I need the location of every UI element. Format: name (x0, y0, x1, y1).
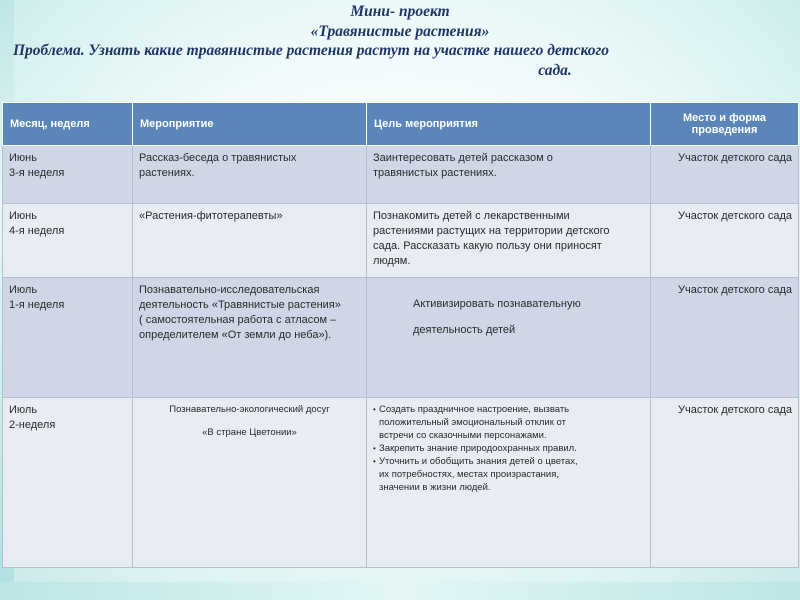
goal-list (373, 403, 644, 494)
header-place (651, 103, 799, 146)
goal-text: растениями растущих на территории детского (373, 225, 610, 237)
event-text: ( самостоятельная работа с атласом – (139, 314, 337, 326)
project-plan-table (2, 102, 799, 568)
event-text: Познавательно-исследовательская (139, 284, 320, 296)
header-event: Мероприятие (133, 103, 367, 146)
title-line-1: Мини- проект (350, 3, 450, 20)
header-goal: Цель мероприятия (367, 103, 651, 146)
event-text: определителем «От земли до неба»). (139, 329, 332, 341)
month-name: Июнь (9, 152, 37, 164)
goal-text: травянистых растениях. (373, 167, 497, 179)
title-line-2: «Травянистые растения» (310, 22, 490, 40)
table-row (3, 278, 799, 398)
goal-text: Активизировать познавательную (413, 298, 581, 310)
cell-event (133, 278, 367, 398)
event-text: деятельность «Травянистые растения» (139, 299, 341, 311)
list-item: • Создать праздничное настроение, вызвать (373, 403, 644, 416)
goal-text: Познакомить детей с лекарственными (373, 210, 570, 222)
event-text: Познавательно-экологический досуг (169, 404, 330, 415)
title-line-4: сада. (538, 61, 572, 79)
cell-month (3, 278, 133, 398)
event-text: растениях. (139, 167, 195, 179)
cell-place: Участок детского сада (651, 398, 799, 568)
month-name: Июль (9, 284, 38, 296)
list-item: • Закрепить знание природоохранных правил. (373, 442, 644, 455)
cell-place: Участок детского сада (651, 204, 799, 278)
list-item: их потребностях, местах произрастания, (379, 469, 560, 480)
goal-text: деятельность детей (413, 324, 516, 336)
cell-month (3, 204, 133, 278)
event-text: Рассказ-беседа о травянистых (139, 152, 297, 164)
goal-text: сада. Рассказать какую пользу они приносят (373, 240, 602, 252)
decorative-bottom-border (0, 582, 800, 600)
week-label: 1-я неделя (9, 299, 65, 311)
cell-month (3, 398, 133, 568)
cell-goal (367, 278, 651, 398)
header-place-line2: проведения (691, 124, 758, 136)
title-line-3: Проблема. Узнать какие травянистые растения растут на участке нашего детского (13, 42, 610, 59)
list-item: значении в жизни людей. (379, 482, 491, 493)
week-label: 2-неделя (9, 419, 56, 431)
cell-goal (367, 204, 651, 278)
cell-event (133, 204, 367, 278)
list-item: • Уточнить и обобщить знания детей о цветах, (373, 455, 644, 468)
header-month: Месяц, неделя (3, 103, 133, 146)
table-header-row (3, 103, 799, 146)
cell-place: Участок детского сада (651, 278, 799, 398)
list-item: встречи со сказочными персонажами. (379, 430, 547, 441)
header-place-line1: Место и форма (683, 112, 766, 124)
list-item: положительный эмоциональный отклик от (379, 417, 566, 428)
month-name: Июнь (9, 210, 37, 222)
month-name: Июль (9, 404, 38, 416)
cell-goal (367, 398, 651, 568)
cell-place: Участок детского сада (651, 146, 799, 204)
cell-goal (367, 146, 651, 204)
event-text: «Растения-фитотерапевты» (139, 210, 283, 222)
goal-text: людям. (373, 255, 411, 267)
week-label: 4-я неделя (9, 225, 65, 237)
slide-title (0, 2, 800, 80)
week-label: 3-я неделя (9, 167, 65, 179)
event-text: «В стране Цветонии» (202, 427, 297, 438)
table-row (3, 398, 799, 568)
cell-event (133, 398, 367, 568)
goal-text: Заинтересовать детей рассказом о (373, 152, 553, 164)
cell-month (3, 146, 133, 204)
table-row (3, 146, 799, 204)
cell-event (133, 146, 367, 204)
table-row (3, 204, 799, 278)
